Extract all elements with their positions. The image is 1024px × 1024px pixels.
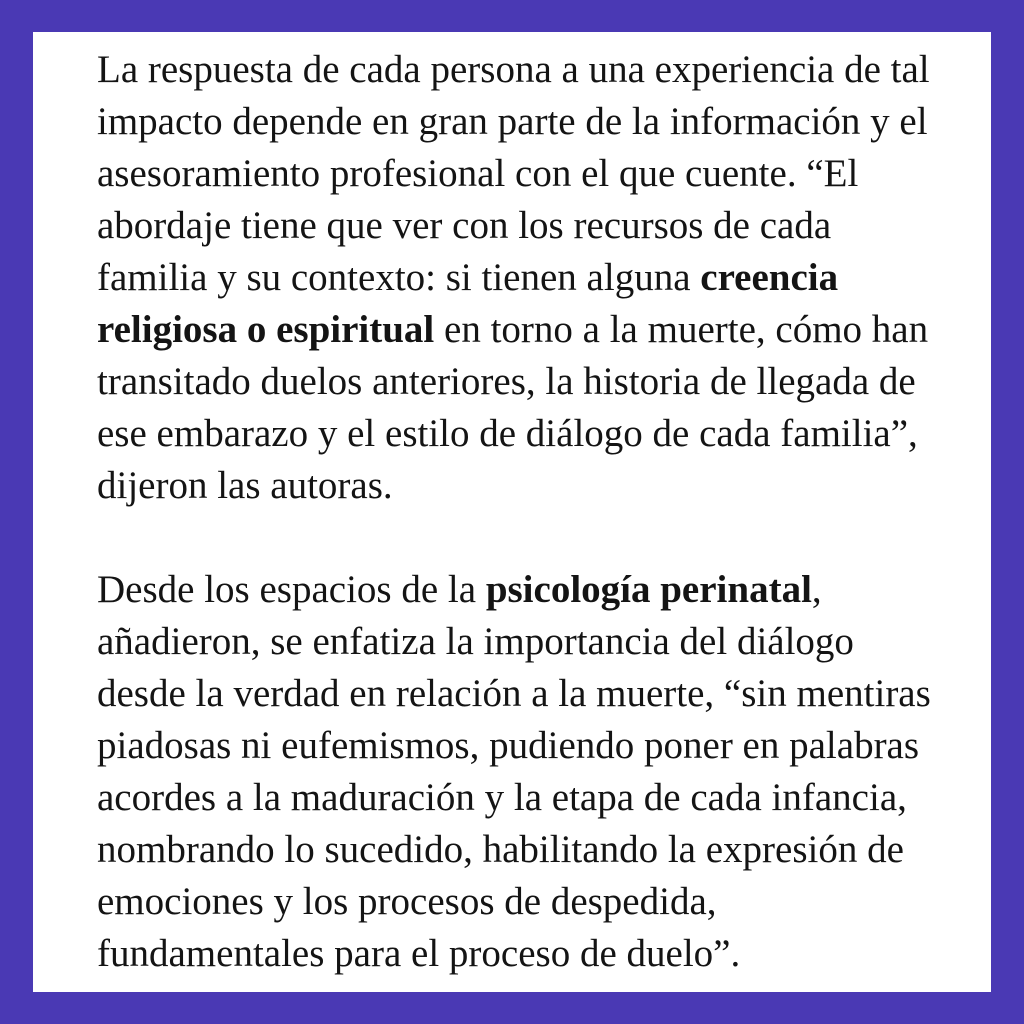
paragraph (97, 44, 935, 512)
body-text: Desde los espacios de la (97, 568, 486, 611)
quote-card (33, 32, 991, 992)
bold-text: creencia religiosa o espiritual (97, 256, 839, 351)
paragraph (97, 564, 935, 980)
body-text: La respuesta de cada persona a una experiencia de tal impacto depende en gran parte de la información y el asesoramiento profesional con el que cuente. “El abordaje tiene que ver con los recursos de cada familia y su contexto: si tienen alguna (97, 48, 930, 299)
bold-text: psicología perinatal (485, 568, 812, 611)
body-text: , añadieron, se enfatiza la importancia del diálogo desde la verdad en relación a la muerte, “sin mentiras piadosas ni eufemismos, pudiendo poner en palabras acordes a la maduración y la etapa de cada infancia, nombrando lo sucedido, habilitando la expresión de emociones y los procesos de despedida, fundamentales para el proceso de duelo”. (97, 568, 931, 975)
article-text (97, 44, 935, 980)
body-text: en torno a la muerte, cómo han transitado duelos anteriores, la historia de llegada de ese embarazo y el estilo de diálogo de cada familia”, dijeron las autoras. (97, 308, 929, 507)
